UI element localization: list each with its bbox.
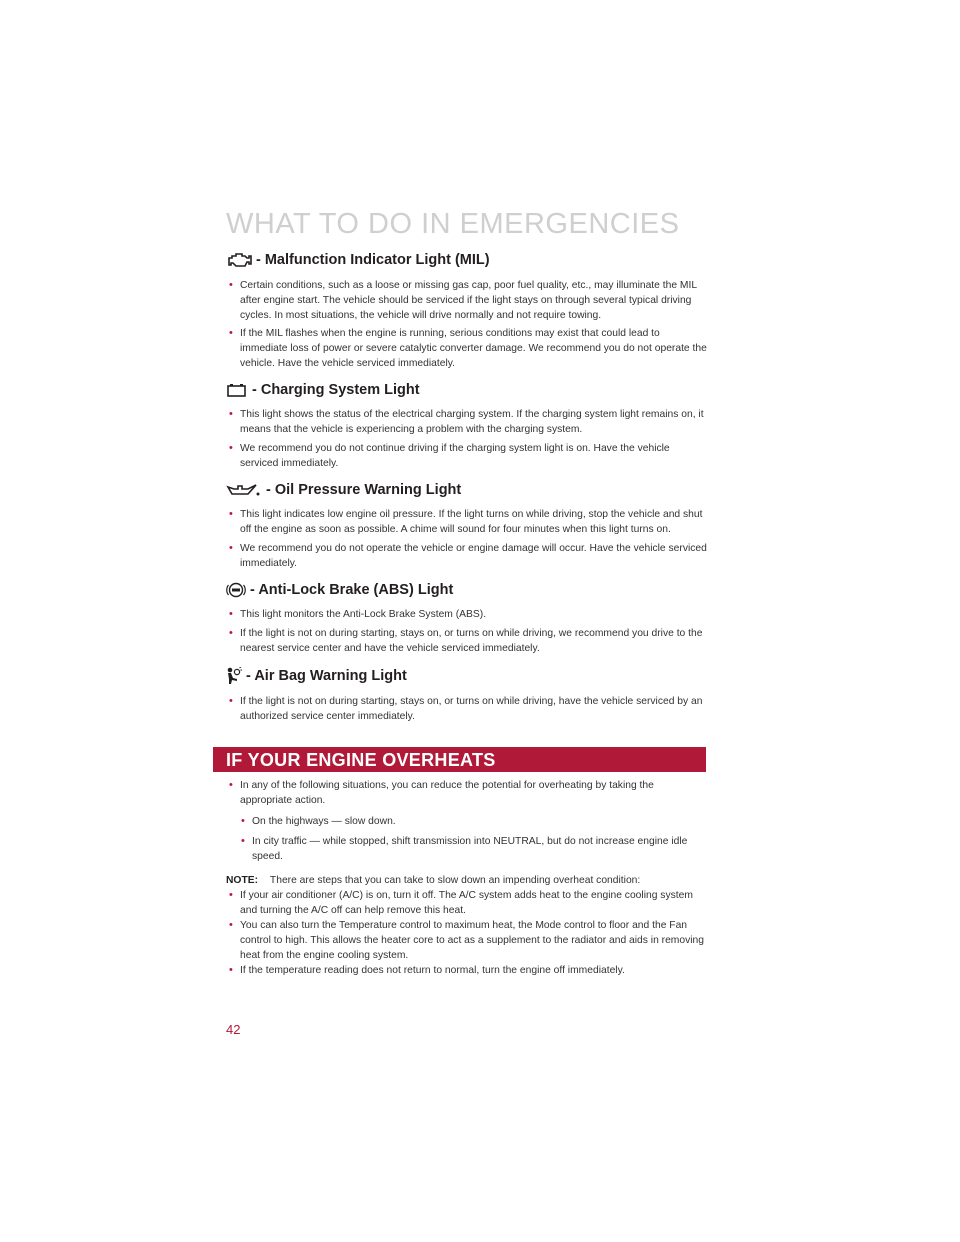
sub-bullet-list [238, 814, 708, 864]
list-item: • In city traffic — while stopped, shift transmission into NEUTRAL, but do not increase engine idle speed. [238, 834, 708, 864]
section-airbag [226, 667, 708, 724]
section-title-text: - Oil Pressure Warning Light [266, 482, 462, 498]
list-item: • If the light is not on during starting, stays on, or turns on while driving, we recommend you drive to the nearest service center and have the vehicle serviced immediately. [226, 626, 708, 656]
section-oil [226, 482, 708, 571]
list-item: • If your air conditioner (A/C) is on, turn it off. The A/C system adds heat to the engine cooling system and turning the A/C off can help remove this heat. [226, 888, 708, 918]
bullet-list [226, 507, 708, 571]
bullet-list [226, 278, 708, 371]
bullet-list [226, 407, 708, 471]
list-item: • Certain conditions, such as a loose or missing gas cap, poor fuel quality, etc., may illuminate the MIL after engine start. The vehicle should be serviced if the light stays on through several typical driving cycles. In most situations, the vehicle will drive normally and not require towing. [226, 278, 708, 323]
section-title-charging [226, 382, 708, 398]
note-line [226, 873, 708, 888]
list-item: • This light monitors the Anti-Lock Brake System (ABS). [226, 607, 708, 622]
note-label: NOTE: [226, 875, 259, 886]
list-item: • We recommend you do not operate the vehicle or engine damage will occur. Have the vehicle serviced immediately. [226, 541, 708, 571]
section-mil [226, 252, 708, 371]
list-item: • You can also turn the Temperature control to maximum heat, the Mode control to floor and the Fan control to high. This allows the heater core to act as a supplement to the radiator and aids in removing heat from the engine cooling system. [226, 918, 708, 963]
note-text: There are steps that you can take to slow down an impending overheat condition: [269, 875, 641, 886]
oil-can-icon [226, 482, 262, 498]
list-item: • On the highways — slow down. [238, 814, 708, 829]
bullet-list [226, 778, 708, 808]
section-title-text: - Anti-Lock Brake (ABS) Light [250, 582, 454, 598]
section-title-airbag [226, 667, 708, 685]
section-title-abs [226, 582, 708, 598]
list-item: • This light indicates low engine oil pressure. If the light turns on while driving, stop the vehicle and shut off the engine as soon as possible. A chime will sound for four minutes when this light turns on. [226, 507, 708, 537]
page-number: 42 [226, 1022, 241, 1037]
list-item: • We recommend you do not continue driving if the charging system light is on. Have the vehicle serviced immediately. [226, 441, 708, 471]
content-column [226, 250, 708, 724]
engine-icon [226, 252, 252, 268]
bullet-list [226, 607, 708, 656]
section-charging [226, 382, 708, 471]
abs-icon [226, 582, 246, 598]
list-item: • In any of the following situations, you can reduce the potential for overheating by taking the appropriate action. [226, 778, 708, 808]
overheat-content [226, 778, 708, 978]
page-header-title: WHAT TO DO IN EMERGENCIES [226, 208, 680, 240]
battery-icon [226, 382, 248, 398]
section-title-text: - Charging System Light [252, 382, 420, 398]
section-title-mil [226, 252, 708, 268]
section-banner-overheat [213, 747, 706, 772]
section-title-oil [226, 482, 708, 498]
list-item: • This light shows the status of the electrical charging system. If the charging system light remains on, it means that the vehicle is experiencing a problem with the charging system. [226, 407, 708, 437]
note-bullet-list [226, 888, 708, 978]
section-abs [226, 582, 708, 656]
list-item: • If the light is not on during starting, stays on, or turns on while driving, have the vehicle serviced by an authorized service center immediately. [226, 694, 708, 724]
list-item: • If the MIL flashes when the engine is running, serious conditions may exist that could lead to immediate loss of power or severe catalytic converter damage. We recommend you do not operate the vehicle. Have the vehicle serviced immediately. [226, 326, 708, 371]
section-title-text: - Malfunction Indicator Light (MIL) [256, 252, 490, 268]
list-item: • If the temperature reading does not return to normal, turn the engine off immediately. [226, 963, 708, 978]
section-title-text: - Air Bag Warning Light [246, 668, 407, 684]
airbag-icon [226, 667, 242, 685]
banner-title: IF YOUR ENGINE OVERHEATS [226, 750, 496, 770]
bullet-list [226, 694, 708, 724]
